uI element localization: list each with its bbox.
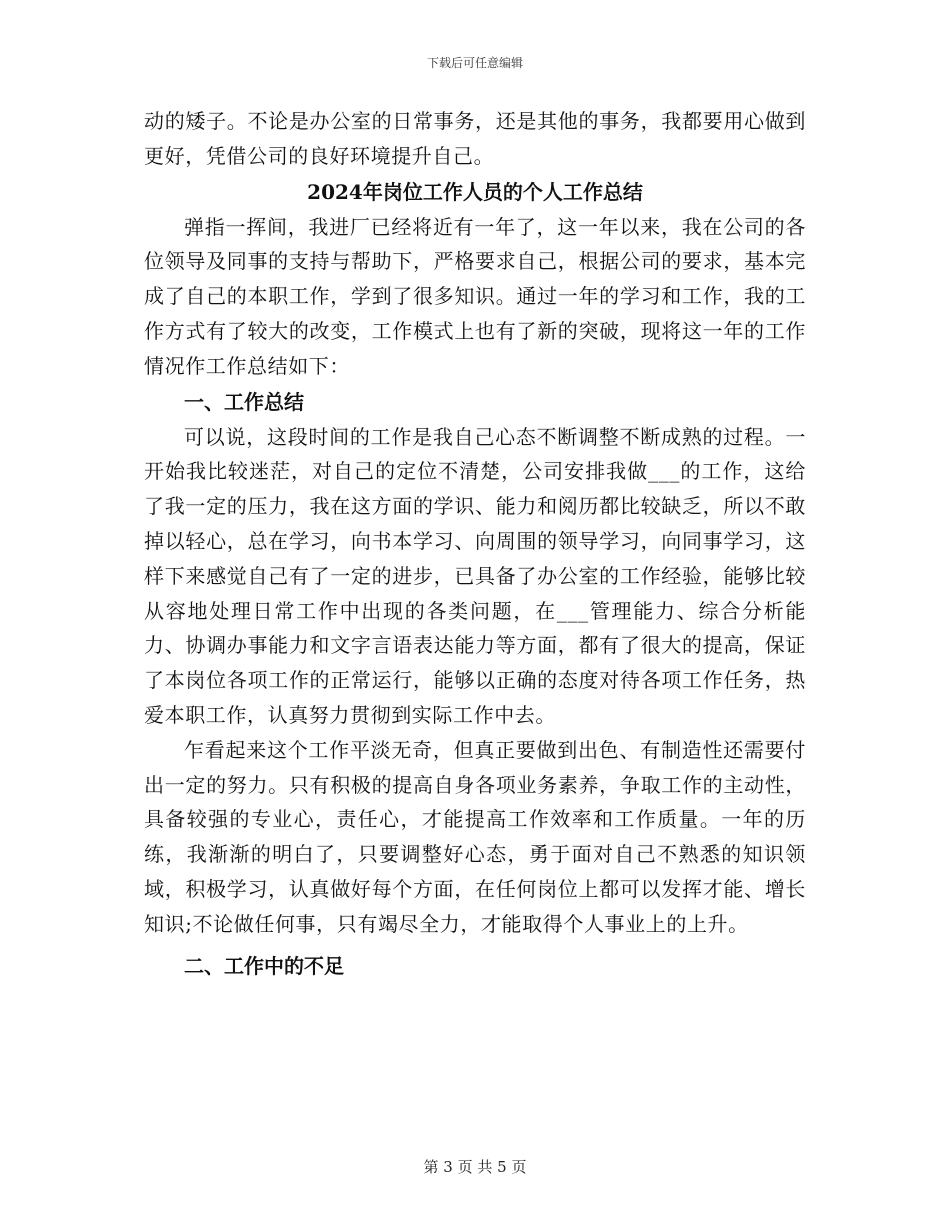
page-number: 第 3 页 共 5 页	[423, 1158, 527, 1176]
document-title: 2024年岗位工作人员的个人工作总结	[307, 179, 643, 204]
section-paragraph: 可以说，这段时间的工作是我自己心态不断调整不断成熟的过程。一开始我比较迷茫，对自己的定位不清楚，公司安排我做___的工作，这给了我一定的压力，我在这方面的学识、能力和阅历都比较缺乏，所以不敢掉以轻心，总在学习，向书本学习、向周围的领导学习，向同事学习，这样下来感觉自己有了一定的进步，已具备了办公室的工作经验，能够比较从容地处理日常工作中出现的各类问题，在___管理能力、综合分析能力、协调办事能力和文字言语表达能力等方面，都有了很大的提高，保证了本岗位各项工作的正常运行，能够以正确的态度对待各项工作任务，热爱本职工作，认真努力贯彻到实际工作中去。	[144, 424, 806, 727]
section-paragraph: 乍看起来这个工作平淡无奇，但真正要做到出色、有制造性还需要付出一定的努力。只有积极的提高自身各项业务素养，争取工作的主动性，具备较强的专业心，责任心，才能提高工作效率和工作质量。一年的历练，我渐渐的明白了，只要调整好心态，勇于面对自己不熟悉的知识领域，积极学习，认真做好每个方面，在任何岗位上都可以发挥才能、增长知识;不论做任何事，只有竭尽全力，才能取得个人事业上的上升。	[144, 737, 806, 936]
page-header-note: 下载后可任意编辑	[426, 56, 523, 70]
section-heading-shortcomings: 二、工作中的不足	[184, 953, 344, 978]
continued-paragraph: 动的矮子。不论是办公室的日常事务，还是其他的事务，我都要用心做到更好，凭借公司的良好环境提升自己。	[144, 109, 806, 168]
section-heading-work-summary: 一、工作总结	[184, 389, 304, 414]
intro-paragraph: 弹指一挥间，我进厂已经将近有一年了，这一年以来，我在公司的各位领导及同事的支持与帮助下，严格要求自己，根据公司的要求，基本完成了自己的本职工作，学到了很多知识。通过一年的学习和工作，我的工作方式有了较大的改变，工作模式上也有了新的突破，现将这一年的工作情况作工作总结如下：	[144, 214, 806, 378]
document-body	[144, 104, 806, 984]
